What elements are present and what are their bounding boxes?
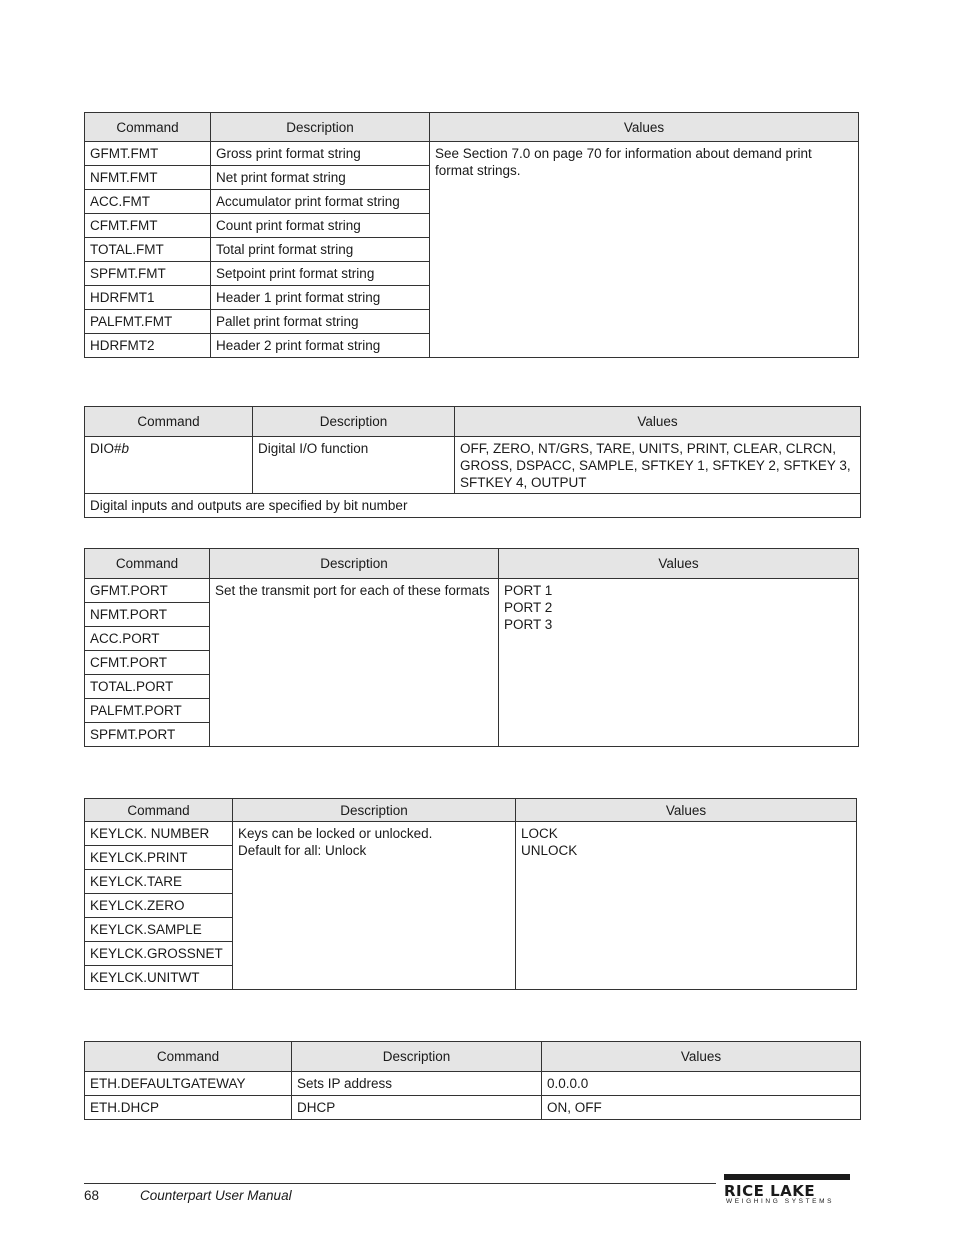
description-cell: Pallet print format string — [211, 310, 430, 334]
description-cell: Header 2 print format string — [211, 334, 430, 358]
footer-rule — [84, 1183, 716, 1184]
description-cell: Digital I/O function — [253, 437, 455, 494]
note-row — [85, 494, 861, 518]
header-values: Values — [516, 799, 857, 822]
values-cell — [499, 579, 859, 747]
values-cell — [516, 822, 857, 990]
header-description: Description — [292, 1042, 542, 1072]
description-cell: Set the transmit port for each of these formats — [210, 579, 499, 747]
description-cell: DHCP — [292, 1096, 542, 1120]
command-cell: ETH.DHCP — [85, 1096, 292, 1120]
command-cell: KEYLCK.PRINT — [85, 846, 233, 870]
table-row — [85, 1072, 861, 1096]
command-cell: ACC.PORT — [85, 627, 210, 651]
description-line: Keys can be locked or unlocked. — [238, 826, 433, 841]
command-prefix: DIO# — [90, 441, 122, 456]
command-cell: GFMT.FMT — [85, 142, 211, 166]
description-cell: Net print format string — [211, 166, 430, 190]
header-values: Values — [430, 113, 859, 142]
command-cell: KEYLCK.SAMPLE — [85, 918, 233, 942]
description-line: Default for all: Unlock — [238, 843, 367, 858]
table-row — [85, 822, 857, 846]
command-cell: HDRFMT2 — [85, 334, 211, 358]
header-command: Command — [85, 549, 210, 579]
logo-text: RICE LAKE — [724, 1182, 816, 1200]
description-cell: Count print format string — [211, 214, 430, 238]
rice-lake-logo — [724, 1174, 852, 1206]
manual-title: Counterpart User Manual — [140, 1188, 292, 1203]
command-cell: HDRFMT1 — [85, 286, 211, 310]
transmit-port-table — [84, 548, 859, 747]
header-values: Values — [542, 1042, 861, 1072]
command-cell: TOTAL.PORT — [85, 675, 210, 699]
command-cell: ACC.FMT — [85, 190, 211, 214]
header-values: Values — [499, 549, 859, 579]
header-command: Command — [85, 407, 253, 437]
header-command: Command — [85, 799, 233, 822]
command-cell: KEYLCK.UNITWT — [85, 966, 233, 990]
command-cell: PALFMT.PORT — [85, 699, 210, 723]
description-cell: Setpoint print format string — [211, 262, 430, 286]
command-cell: PALFMT.FMT — [85, 310, 211, 334]
description-cell: Gross print format string — [211, 142, 430, 166]
command-cell: CFMT.FMT — [85, 214, 211, 238]
command-cell: SPFMT.FMT — [85, 262, 211, 286]
command-cell: NFMT.PORT — [85, 603, 210, 627]
ethernet-table — [84, 1041, 861, 1120]
digital-io-table — [84, 406, 861, 518]
print-format-table — [84, 112, 859, 358]
command-cell — [85, 437, 253, 494]
description-cell: Header 1 print format string — [211, 286, 430, 310]
header-values: Values — [455, 407, 861, 437]
logo-subtext: WEIGHING SYSTEMS — [726, 1198, 835, 1205]
values-cell: ON, OFF — [542, 1096, 861, 1120]
command-cell: TOTAL.FMT — [85, 238, 211, 262]
command-cell: GFMT.PORT — [85, 579, 210, 603]
note-cell: Digital inputs and outputs are specified by bit number — [85, 494, 861, 518]
description-cell: Total print format string — [211, 238, 430, 262]
description-cell: Sets IP address — [292, 1072, 542, 1096]
command-cell: KEYLCK.GROSSNET — [85, 942, 233, 966]
page-number: 68 — [84, 1188, 100, 1203]
description-cell — [233, 822, 516, 990]
header-command: Command — [85, 1042, 292, 1072]
header-command: Command — [85, 113, 211, 142]
key-lock-table — [84, 798, 857, 990]
description-cell: Accumulator print format string — [211, 190, 430, 214]
command-cell: CFMT.PORT — [85, 651, 210, 675]
value-line: LOCK — [521, 826, 558, 841]
command-cell: KEYLCK.ZERO — [85, 894, 233, 918]
values-cell: OFF, ZERO, NT/GRS, TARE, UNITS, PRINT, CLEAR, CLRCN, GROSS, DSPACC, SAMPLE, SFTKEY 1, SFTKEY 2, SFTKEY 3, SFTKEY 4, OUTPUT — [455, 437, 861, 494]
command-cell: NFMT.FMT — [85, 166, 211, 190]
value-line: UNLOCK — [521, 843, 578, 858]
values-cell: See Section 7.0 on page 70 for information about demand print format strings. — [430, 142, 859, 358]
command-cell: KEYLCK.TARE — [85, 870, 233, 894]
header-description: Description — [210, 549, 499, 579]
table-row — [85, 1096, 861, 1120]
value-line: PORT 3 — [504, 617, 553, 632]
logo-bar — [724, 1174, 850, 1180]
command-cell: SPFMT.PORT — [85, 723, 210, 747]
table-row — [85, 142, 859, 166]
command-cell: KEYLCK. NUMBER — [85, 822, 233, 846]
header-description: Description — [253, 407, 455, 437]
value-line: PORT 2 — [504, 600, 553, 615]
command-cell: ETH.DEFAULTGATEWAY — [85, 1072, 292, 1096]
command-variable: b — [121, 441, 130, 456]
value-line: PORT 1 — [504, 583, 553, 598]
header-description: Description — [233, 799, 516, 822]
header-description: Description — [211, 113, 430, 142]
table-row — [85, 437, 861, 494]
values-cell: 0.0.0.0 — [542, 1072, 861, 1096]
table-row — [85, 579, 859, 603]
